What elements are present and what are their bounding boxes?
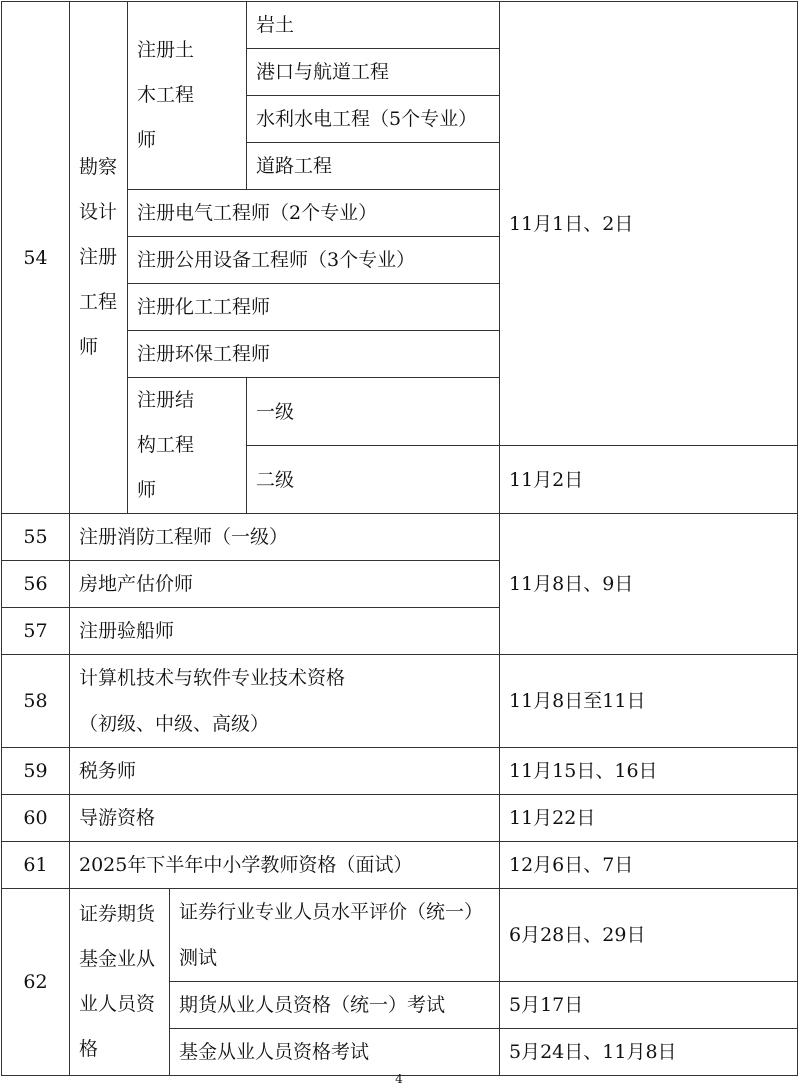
exam-name-56: 房地产估价师 <box>70 561 500 608</box>
exam-date-62-fund: 5月24日、11月8日 <box>500 1029 798 1076</box>
category-securities <box>70 889 170 1076</box>
exam-date-55-57: 11月8日、9日 <box>500 514 798 655</box>
exam-schedule-table <box>1 1 798 1076</box>
structural-level-1: 一级 <box>247 378 500 446</box>
civil-sub-water: 水利水电工程（5个专业） <box>247 96 500 143</box>
row-number-58: 58 <box>2 655 70 748</box>
structural-level-2: 二级 <box>247 446 500 514</box>
exam-date-54-level2: 11月2日 <box>500 446 798 514</box>
exam-name-58-line2: （初级、中级、高级） <box>79 713 270 735</box>
civil-sub-geotech: 岩土 <box>247 2 500 49</box>
row-number-59: 59 <box>2 748 70 795</box>
exam-name-60: 导游资格 <box>70 795 500 842</box>
securities-exam-label: 证券行业专业人员水平评价（统一）测试 <box>179 901 484 969</box>
row-number-55: 55 <box>2 514 70 561</box>
securities-category-label: 证券期货基金业从业人员资格 <box>79 903 156 1060</box>
electrical-engineer: 注册电气工程师（2个专业） <box>128 190 500 237</box>
exam-date-62-futures: 5月17日 <box>500 982 798 1029</box>
exam-name-62-securities <box>170 889 500 982</box>
utility-engineer: 注册公用设备工程师（3个专业） <box>128 237 500 284</box>
exam-name-57: 注册验船师 <box>70 608 500 655</box>
civil-engineer-cell <box>128 2 247 190</box>
exam-date-54-main: 11月1日、2日 <box>500 2 798 446</box>
page-number: 4 <box>395 1072 403 1086</box>
exam-name-62-futures: 期货从业人员资格（统一）考试 <box>170 982 500 1029</box>
exam-name-55: 注册消防工程师（一级） <box>70 514 500 561</box>
exam-date-62-securities: 6月28日、29日 <box>500 889 798 982</box>
civil-sub-road: 道路工程 <box>247 143 500 190</box>
row-number-54: 54 <box>2 2 70 514</box>
exam-date-61: 12月6日、7日 <box>500 842 798 889</box>
category-label: 勘察设计注册工程师 <box>79 156 118 358</box>
row-number-57: 57 <box>2 608 70 655</box>
exam-name-58 <box>70 655 500 748</box>
environmental-engineer: 注册环保工程师 <box>128 331 500 378</box>
row-number-61: 61 <box>2 842 70 889</box>
civil-engineer-label: 注册土木工程师 <box>137 39 195 151</box>
exam-name-59: 税务师 <box>70 748 500 795</box>
exam-date-60: 11月22日 <box>500 795 798 842</box>
row-number-56: 56 <box>2 561 70 608</box>
structural-engineer-label: 注册结构工程师 <box>137 389 195 501</box>
civil-sub-port: 港口与航道工程 <box>247 49 500 96</box>
exam-date-58: 11月8日至11日 <box>500 655 798 748</box>
row-number-62: 62 <box>2 889 70 1076</box>
exam-name-61: 2025年下半年中小学教师资格（面试） <box>70 842 500 889</box>
category-survey-design <box>70 2 128 514</box>
structural-engineer-cell <box>128 378 247 514</box>
exam-name-62-fund: 基金从业人员资格考试 <box>170 1029 500 1076</box>
row-number-60: 60 <box>2 795 70 842</box>
chemical-engineer: 注册化工工程师 <box>128 284 500 331</box>
exam-name-58-line1: 计算机技术与软件专业技术资格 <box>79 667 346 689</box>
exam-date-59: 11月15日、16日 <box>500 748 798 795</box>
